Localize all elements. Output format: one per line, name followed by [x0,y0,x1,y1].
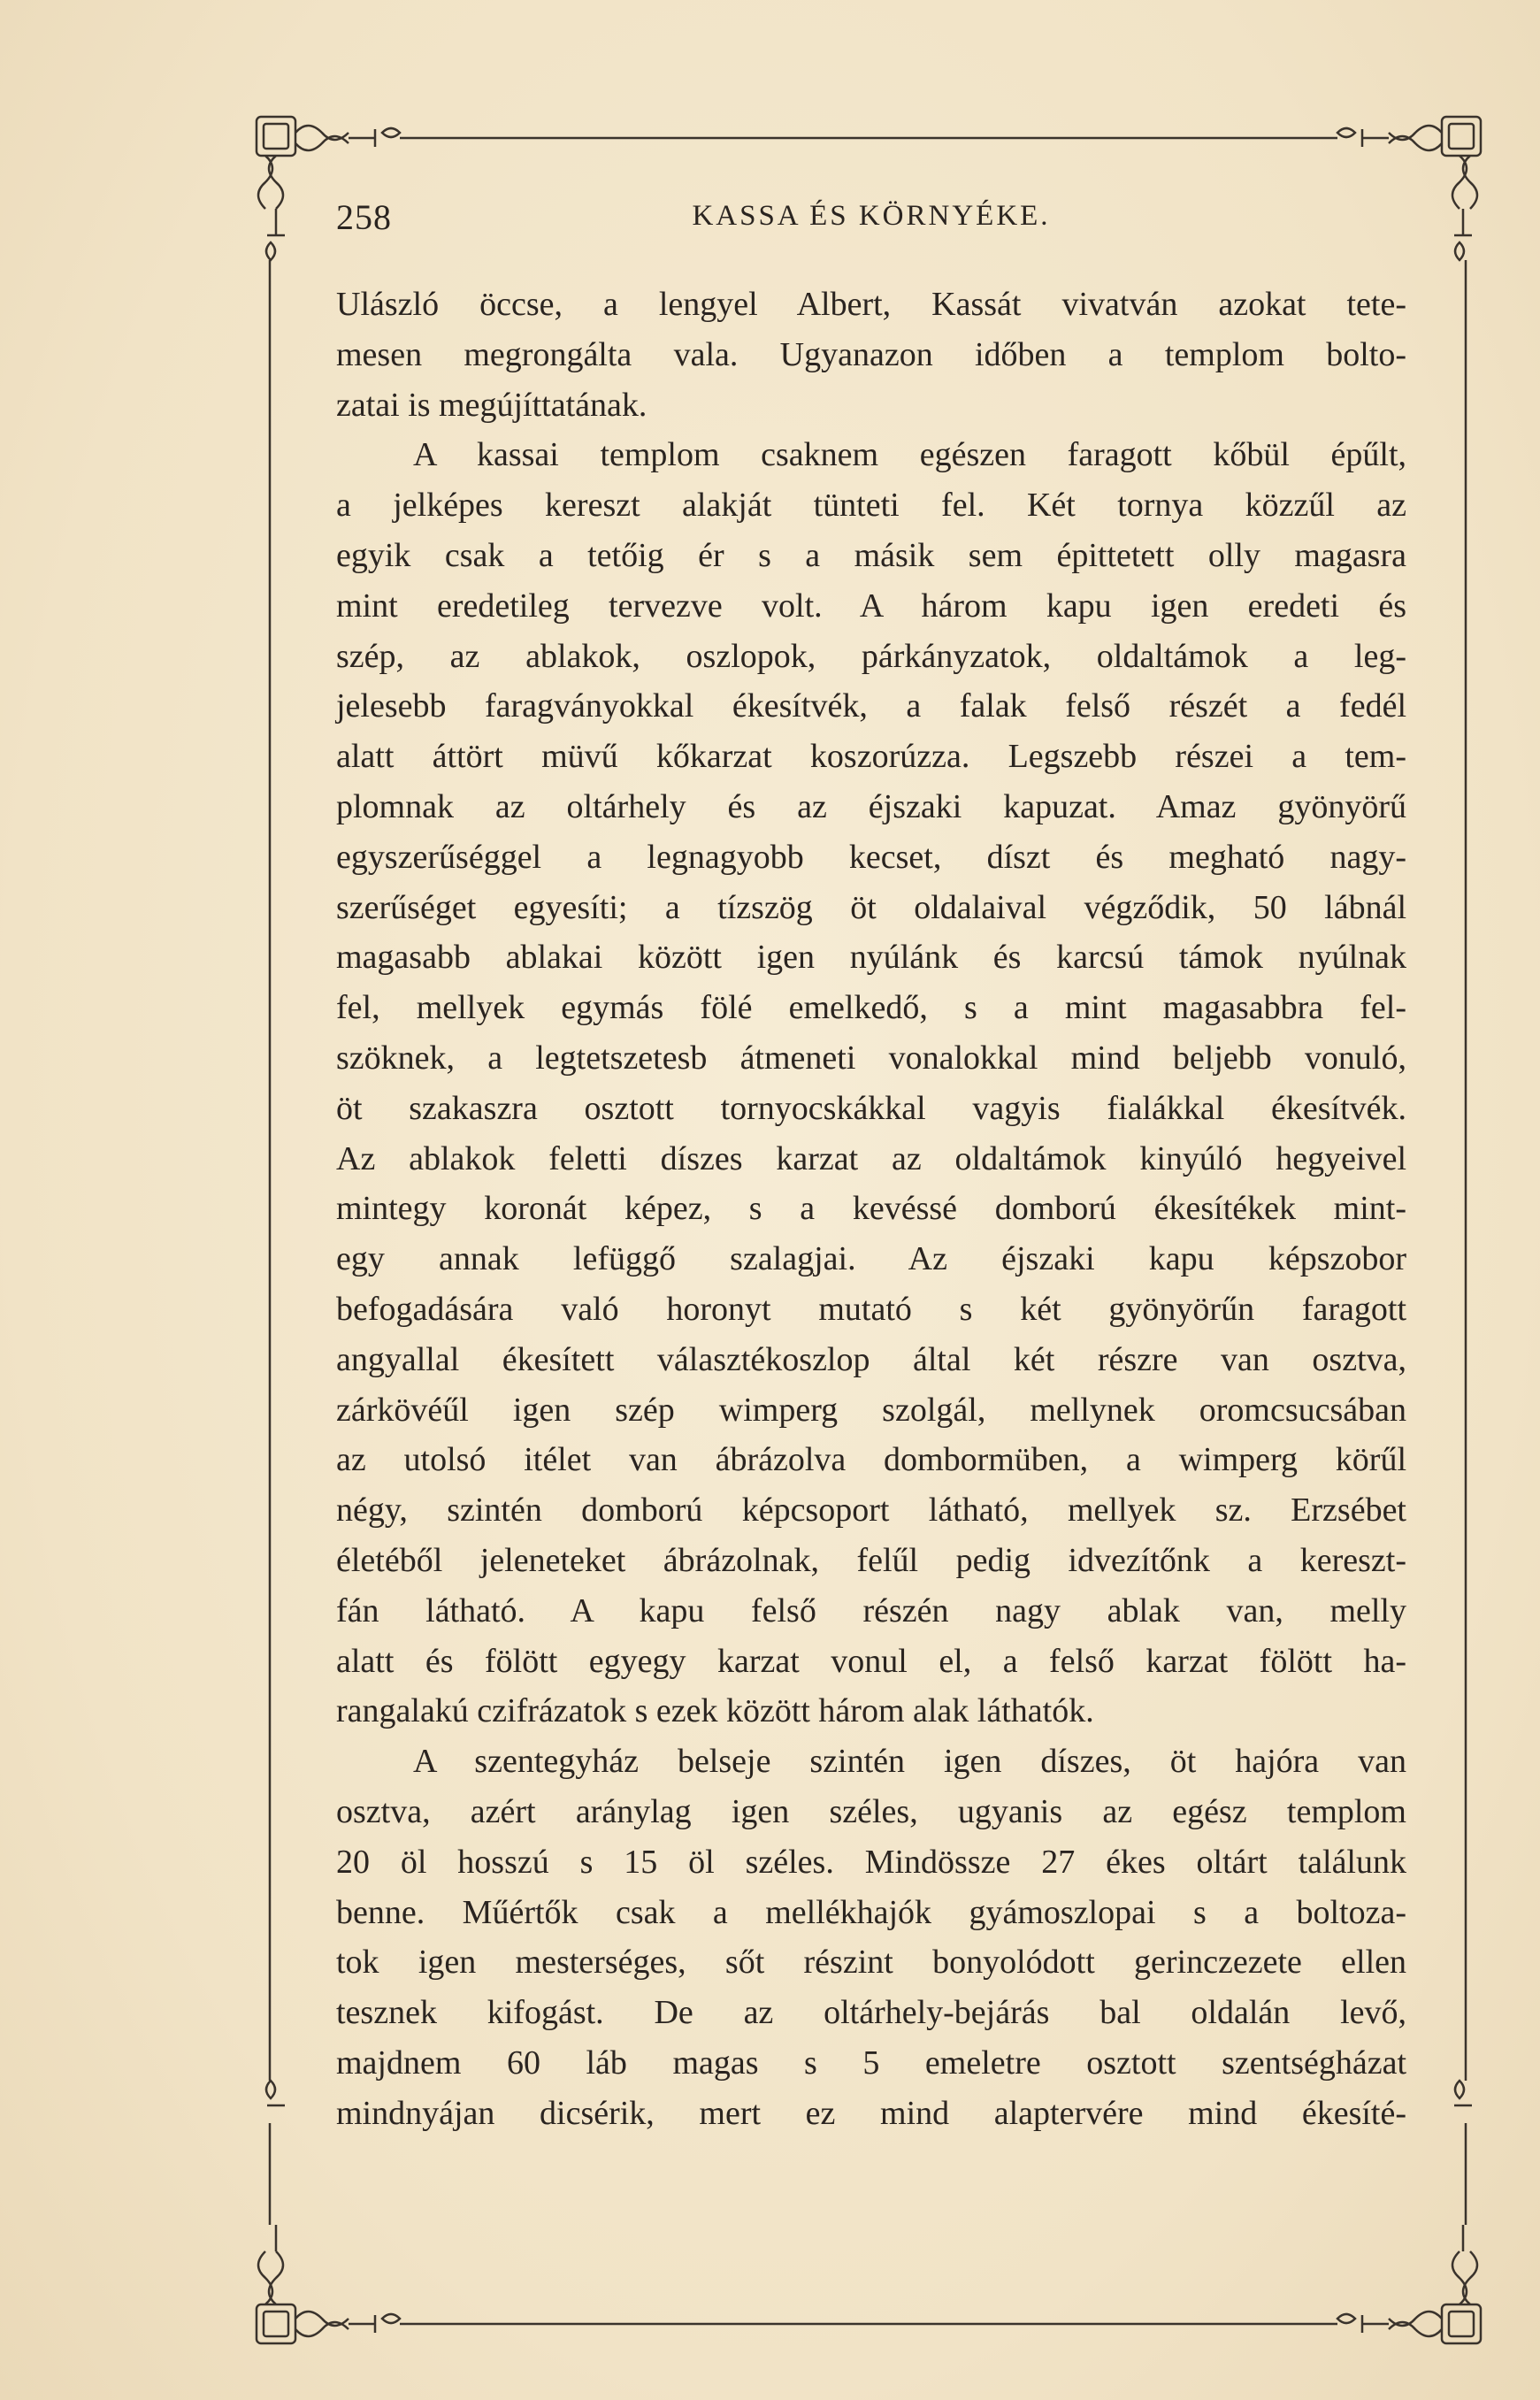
text-line: fán látható. A kapu felső részén nagy ablak van, melly [336,1591,1406,1629]
page-header [336,196,1406,249]
paragraph [336,1737,1406,2138]
text-line: jelesebb faragványokkal ékesítvék, a falak felső részét a fedél [336,687,1406,725]
page-number: 258 [336,197,392,237]
text-line: rangalakú czifrázatok s ezek között három alak láthatók. [336,1692,1094,1730]
corner-ornament-top-right [1327,117,1481,274]
text-line: benne. Műértők csak a mellékhajók gyámoszlopai s a boltoza- [336,1893,1406,1931]
text-line: szöknek, a legtetszetesb átmeneti vonalokkal mind beljebb vonuló, [336,1039,1406,1077]
text-line: tok igen mesterséges, sőt részint bonyolódott gerinczezete ellen [336,1944,1406,1982]
body-text [336,280,1406,2138]
text-line: alatt és fölött egyegy karzat vonul el, a felső karzat fölött ha- [336,1642,1406,1680]
text-line: fel, mellyek egymás fölé emelkedő, s a mint magasabbra fel- [336,989,1406,1027]
text-line: a jelképes kereszt alakját tünteti fel. Két tornya közzűl az [336,487,1406,525]
text-line: A kassai templom csaknem egészen faragott kőbül épűlt, [413,436,1406,474]
text-line: mintegy koronát képez, s a kevéssé domború ékesítékek mint- [336,1190,1406,1228]
text-line: négy, szintén domború képcsoport látható, mellyek sz. Erzsébet [336,1491,1406,1530]
text-line: befogadására való horonyt mutató s két gyönyörűn faragott [336,1290,1406,1328]
text-line: majdnem 60 láb magas s 5 emeletre osztott szentségházat [336,2043,1406,2082]
text-line: angyallal ékesített választékoszlop által két részre van osztva, [336,1340,1406,1378]
text-line: osztva, azért aránylag igen széles, ugyanis az egész templom [336,1792,1406,1830]
text-line: egyik csak a tetőig ér s a másik sem épittetett olly magasra [336,536,1406,574]
text-line: mindnyájan dicsérik, mert ez mind alaptervére mind ékesíté- [336,2094,1406,2132]
text-line: mint eredetileg tervezve volt. A három kapu igen eredeti és [336,587,1406,625]
text-line: alatt áttört müvű kőkarzat koszorúzza. Legszebb részei a tem- [336,738,1406,776]
text-line: szerűséget egyesíti; a tízszög öt oldalaival végződik, 50 lábnál [336,888,1406,926]
text-line: zatai is megújíttatának. [336,386,647,424]
corner-ornament-top-left [257,117,416,274]
text-line: tesznek kifogást. De az oltárhely-bejárás bal oldalán levő, [336,1994,1406,2032]
text-line: életéből jeleneteket ábrázolnak, felűl pedig idvezítőnk a kereszt- [336,1541,1406,1579]
text-line: egy annak lefüggő szalagjai. Az éjszaki kapu képszobor [336,1240,1406,1278]
text-line: zárkövéűl igen szép wimperg szolgál, mellynek oromcsucsában [336,1391,1406,1429]
paragraph [336,430,1406,1737]
text-line: Ulászló öccse, a lengyel Albert, Kassát vivatván azokat tete- [336,286,1406,323]
text-line: az utolsó itélet van ábrázolva dombormüben, a wimperg körűl [336,1441,1406,1479]
text-line: Az ablakok feletti díszes karzat az oldaltámok kinyúló hegyeivel [336,1139,1406,1177]
running-title: KASSA ÉS KÖRNYÉKE. [692,200,1051,232]
text-line: szép, az ablakok, oszlopok, párkányzatok, oldaltámok a leg- [336,637,1406,675]
paragraph [336,280,1406,430]
text-line: öt szakaszra osztott tornyocskákkal vagyis fialákkal ékesítvék. [336,1089,1406,1127]
text-line: egyszerűséggel a legnagyobb kecset, díszt és megható nagy- [336,838,1406,876]
text-line: A szentegyház belseje szintén igen díszes, öt hajóra van [413,1743,1406,1781]
text-line: mesen megrongálta vala. Ugyanazon időben a templom bolto- [336,335,1406,373]
text-line: magasabb ablakai között igen nyúlánk és karcsú támok nyúlnak [336,939,1406,977]
text-line: 20 öl hosszú s 15 öl széles. Mindössze 27 ékes oltárt találunk [336,1843,1406,1881]
text-line: plomnak az oltárhely és az éjszaki kapuzat. Amaz gyönyörű [336,787,1406,825]
